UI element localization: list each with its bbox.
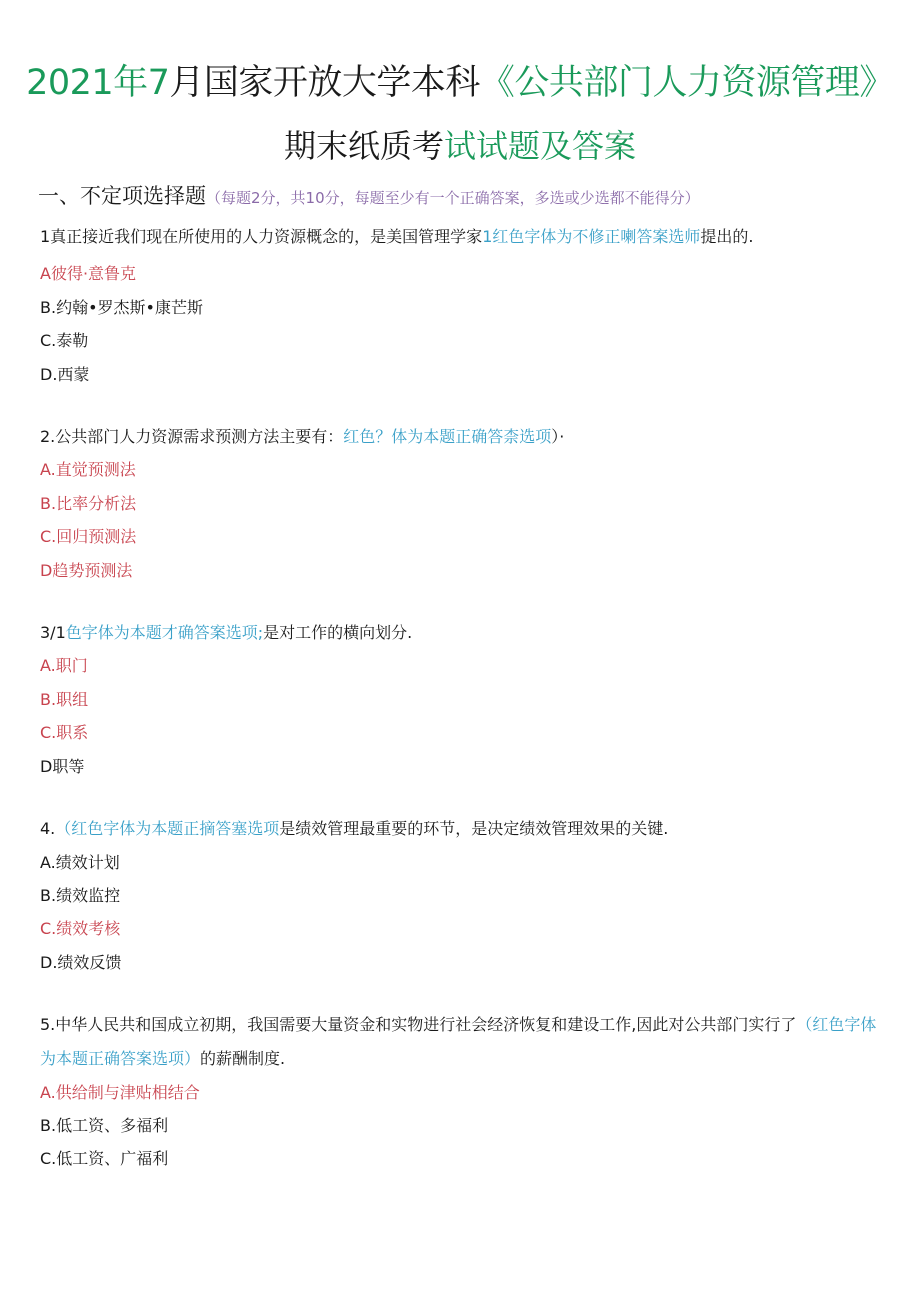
question-text: 是对工作的横向划分. bbox=[263, 623, 413, 642]
option-b: B.比率分析法 bbox=[40, 494, 137, 513]
answer-hint: 红色？体为本题正确答柰选项 bbox=[343, 427, 552, 446]
option-c: C.低工资、广福利 bbox=[40, 1149, 169, 1168]
section-note: （每题2分，共10分，每题至少有一个正确答案，多选或少选都不能得分） bbox=[206, 189, 700, 207]
question-text: 5.中华人民共和国成立初期，我国需要大量资金和实物进行社会经济恢复和建设工作,因此对公共部门实行了 bbox=[40, 1015, 797, 1034]
question-text: 1真正接近我们现在所使用的人力资源概念的，是美国管理学家 bbox=[40, 227, 483, 246]
question-text: 提出的. bbox=[700, 227, 754, 246]
option-a: A.绩效计划 bbox=[40, 853, 120, 872]
question-stem bbox=[40, 220, 885, 254]
question-stem bbox=[40, 812, 885, 846]
answer-hint: 色字体为本题才确答案选项; bbox=[65, 623, 264, 642]
option-c: C.泰勒 bbox=[40, 331, 89, 350]
question-text: 3/1 bbox=[40, 623, 66, 642]
option-d: D职等 bbox=[40, 757, 85, 776]
answer-hint: （红色字体为本题正摘答塞选项 bbox=[55, 819, 280, 838]
option-c: C.职系 bbox=[40, 723, 89, 742]
section-heading bbox=[38, 178, 700, 216]
answer-hint: （红色字体为本题正确答案选项） bbox=[40, 1015, 877, 1068]
question-text: 4. bbox=[40, 819, 56, 838]
title-year-month: 2021年7 bbox=[26, 63, 170, 103]
option-a: A.职门 bbox=[40, 656, 88, 675]
subtitle-questions-answers: 试试题及答案 bbox=[444, 127, 637, 165]
subtitle-exam-type: 期末纸质考 bbox=[283, 127, 444, 165]
question-text: ）· bbox=[551, 427, 565, 446]
document-title bbox=[0, 58, 920, 108]
answer-hint: 1红色字体为不修正喇答案选师 bbox=[482, 227, 701, 246]
option-d: D.绩效反馈 bbox=[40, 953, 122, 972]
question-stem bbox=[40, 616, 885, 650]
document-subtitle bbox=[0, 122, 920, 170]
question-text: 是绩效管理最重要的环节，是决定绩效管理效果的关键. bbox=[279, 819, 669, 838]
title-course-name: 《公共部门人力资源管理》 bbox=[479, 63, 894, 103]
option-b: B.低工资、多福利 bbox=[40, 1116, 169, 1135]
title-university: 月国家开放大学本科 bbox=[169, 63, 480, 103]
question-stem bbox=[40, 420, 885, 454]
option-d: D.西蒙 bbox=[40, 365, 90, 384]
question-text: 2.公共部门人力资源需求预测方法主要有： bbox=[40, 427, 344, 446]
option-b: B.约翰•罗杰斯•康芒斯 bbox=[40, 298, 203, 317]
option-a: A彼得·意鲁克 bbox=[40, 264, 137, 283]
option-c: C.回归预测法 bbox=[40, 527, 137, 546]
option-a: A.供给制与津贴相结合 bbox=[40, 1083, 200, 1102]
option-b: B.职组 bbox=[40, 690, 89, 709]
option-c: C.绩效考核 bbox=[40, 919, 121, 938]
option-d: D趋势预测法 bbox=[40, 561, 133, 580]
question-text: 的薪酬制度. bbox=[200, 1049, 286, 1068]
option-b: B.绩效监控 bbox=[40, 886, 121, 905]
question-stem bbox=[40, 1008, 885, 1076]
option-a: A.直觉预测法 bbox=[40, 460, 136, 479]
section-title: 一、不定项选择题 bbox=[38, 184, 206, 208]
